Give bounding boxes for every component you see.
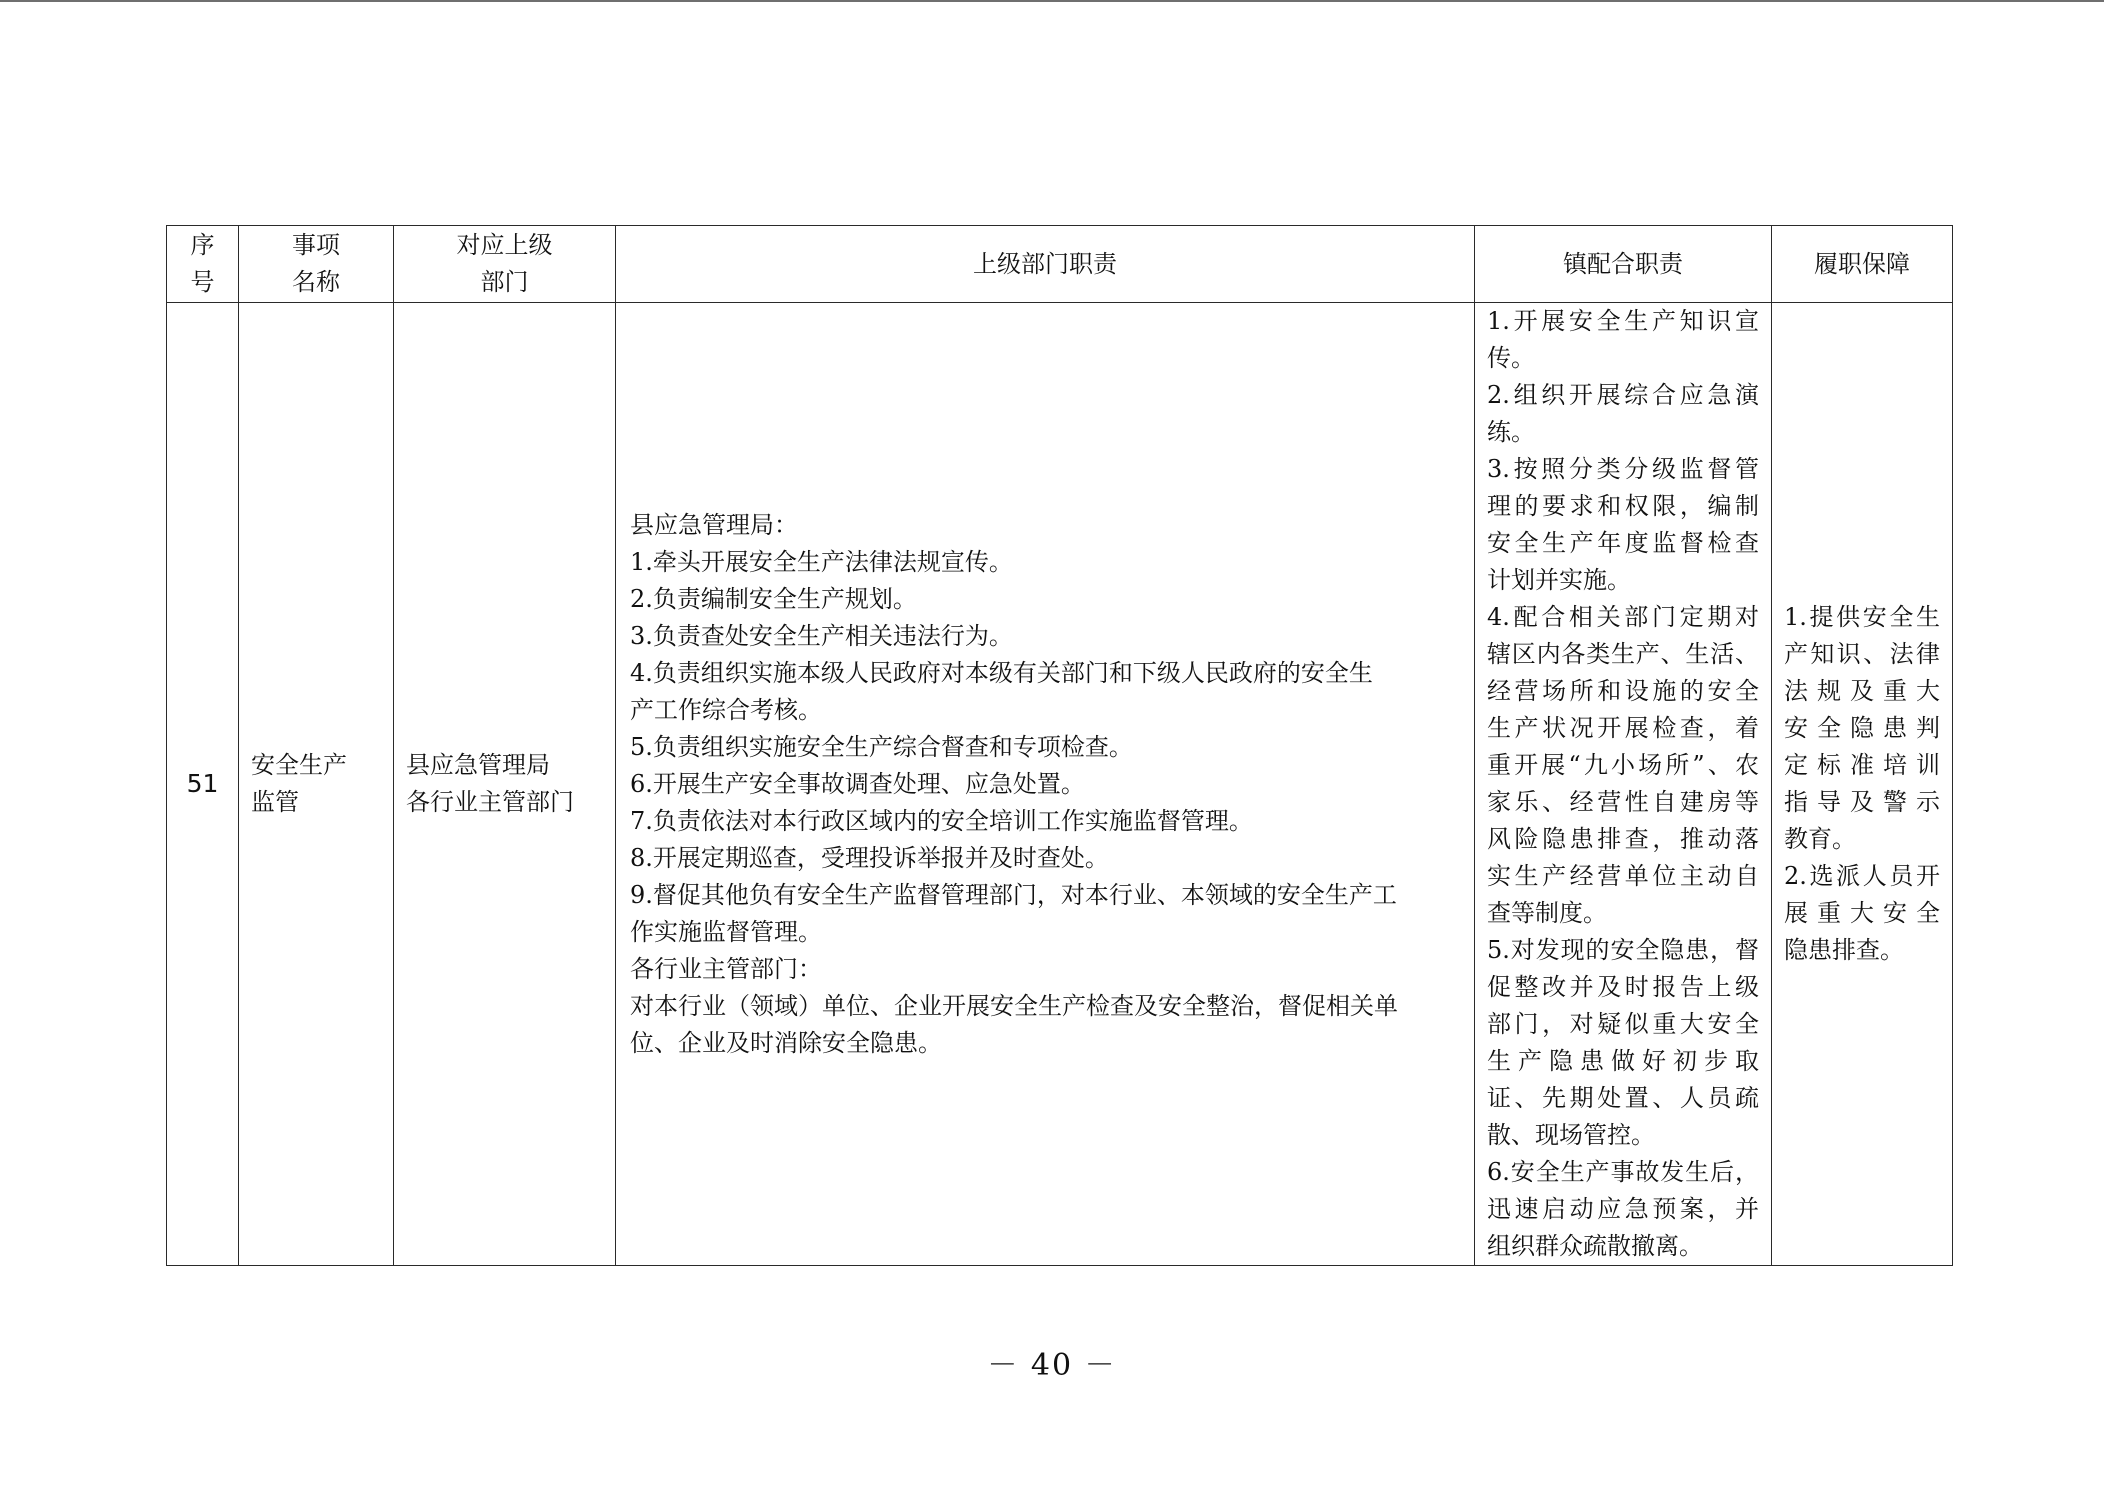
coop-line: 安全生产年度监督检查 bbox=[1487, 529, 1759, 557]
header-item-name: 事项 名称 bbox=[239, 226, 394, 303]
coop-line: 4.配合相关部门定期对 bbox=[1487, 603, 1759, 631]
guarantee-line: 指导及警示 bbox=[1784, 788, 1940, 816]
coop-line: 1.开展安全生产知识宣 bbox=[1487, 307, 1759, 335]
cell-superior-duty bbox=[616, 303, 1475, 1266]
coop-line: 理的要求和权限，编制 bbox=[1487, 492, 1759, 520]
coop-line: 2.组织开展综合应急演 bbox=[1487, 381, 1759, 409]
coop-line: 组织群众疏散撤离。 bbox=[1487, 1232, 1703, 1260]
coop-line: 散、现场管控。 bbox=[1487, 1121, 1655, 1149]
duty-line: 位、企业及时消除安全隐患。 bbox=[630, 1028, 942, 1057]
guarantee-line: 教育。 bbox=[1784, 825, 1856, 853]
duty-line: 5.负责组织实施安全生产综合督查和专项检查。 bbox=[630, 732, 1133, 761]
guarantee-line: 安全隐患判 bbox=[1784, 714, 1940, 742]
coop-line: 传。 bbox=[1487, 344, 1535, 372]
duty-line: 县应急管理局： bbox=[630, 510, 798, 539]
duty-line: 4.负责组织实施本级人民政府对本级有关部门和下级人民政府的安全生 bbox=[630, 658, 1373, 687]
guarantee-line: 1.提供安全生 bbox=[1784, 603, 1940, 631]
header-superior-dept: 对应上级 部门 bbox=[394, 226, 616, 303]
cell-serial: 51 bbox=[167, 303, 239, 1266]
guarantee-line: 2.选派人员开 bbox=[1784, 862, 1940, 890]
duty-line: 9.督促其他负有安全生产监督管理部门，对本行业、本领域的安全生产工 bbox=[630, 880, 1397, 909]
cell-superior-dept: 县应急管理局 各行业主管部门 bbox=[394, 303, 616, 1266]
duty-line: 7.负责依法对本行政区域内的安全培训工作实施监督管理。 bbox=[630, 806, 1253, 835]
coop-line: 计划并实施。 bbox=[1487, 566, 1631, 594]
coop-line: 迅速启动应急预案，并 bbox=[1487, 1195, 1759, 1223]
coop-line: 经营场所和设施的安全 bbox=[1487, 677, 1759, 705]
page-number: － 40 － bbox=[987, 1348, 1117, 1383]
header-serial: 序 号 bbox=[167, 226, 239, 303]
header-town-duty: 镇配合职责 bbox=[1475, 226, 1772, 303]
coop-line: 证、先期处置、人员疏 bbox=[1487, 1084, 1759, 1112]
table-row bbox=[167, 303, 1953, 1266]
duty-line: 1.牵头开展安全生产法律法规宣传。 bbox=[630, 547, 1013, 576]
guarantee-line: 定标准培训 bbox=[1784, 751, 1940, 779]
cell-town-duty bbox=[1475, 303, 1772, 1266]
duty-line: 产工作综合考核。 bbox=[630, 695, 822, 724]
coop-line: 家乐、经营性自建房等 bbox=[1487, 788, 1759, 816]
top-border-line bbox=[0, 0, 2104, 2]
coop-line: 促整改并及时报告上级 bbox=[1487, 973, 1759, 1001]
coop-line: 5.对发现的安全隐患，督 bbox=[1487, 936, 1759, 964]
coop-line: 风险隐患排查，推动落 bbox=[1487, 825, 1759, 853]
duty-line: 2.负责编制安全生产规划。 bbox=[630, 584, 917, 613]
guarantee-line: 隐患排查。 bbox=[1784, 936, 1904, 964]
duty-line: 各行业主管部门： bbox=[630, 954, 822, 983]
coop-line: 生产状况开展检查，着 bbox=[1487, 714, 1759, 742]
duty-line: 作实施监督管理。 bbox=[630, 917, 822, 946]
header-row bbox=[167, 226, 1953, 303]
guarantee-line: 法规及重大 bbox=[1784, 677, 1940, 705]
coop-line: 辖区内各类生产、生活、 bbox=[1487, 640, 1759, 668]
coop-line: 查等制度。 bbox=[1487, 899, 1607, 927]
header-superior-duty: 上级部门职责 bbox=[616, 226, 1475, 303]
cell-item-name: 安全生产 监管 bbox=[239, 303, 394, 1266]
duty-line: 8.开展定期巡查，受理投诉举报并及时查处。 bbox=[630, 843, 1109, 872]
coop-line: 3.按照分类分级监督管 bbox=[1487, 455, 1759, 483]
coop-line: 生产隐患做好初步取 bbox=[1487, 1047, 1759, 1075]
guarantee-line: 产知识、法律 bbox=[1784, 640, 1940, 668]
duty-line: 6.开展生产安全事故调查处理、应急处置。 bbox=[630, 769, 1085, 798]
coop-line: 实生产经营单位主动自 bbox=[1487, 862, 1759, 890]
coop-line: 部门，对疑似重大安全 bbox=[1487, 1010, 1759, 1038]
duty-line: 3.负责查处安全生产相关违法行为。 bbox=[630, 621, 1013, 650]
cell-guarantee bbox=[1772, 303, 1953, 1266]
header-guarantee: 履职保障 bbox=[1772, 226, 1953, 303]
coop-line: 6.安全生产事故发生后， bbox=[1487, 1158, 1759, 1186]
guarantee-line: 展重大安全 bbox=[1784, 899, 1940, 927]
duty-line: 对本行业（领域）单位、企业开展安全生产检查及安全整治，督促相关单 bbox=[630, 991, 1398, 1020]
coop-line: 重开展“九小场所”、农 bbox=[1487, 751, 1759, 779]
coop-line: 练。 bbox=[1487, 418, 1535, 446]
duty-table bbox=[166, 225, 1953, 1266]
